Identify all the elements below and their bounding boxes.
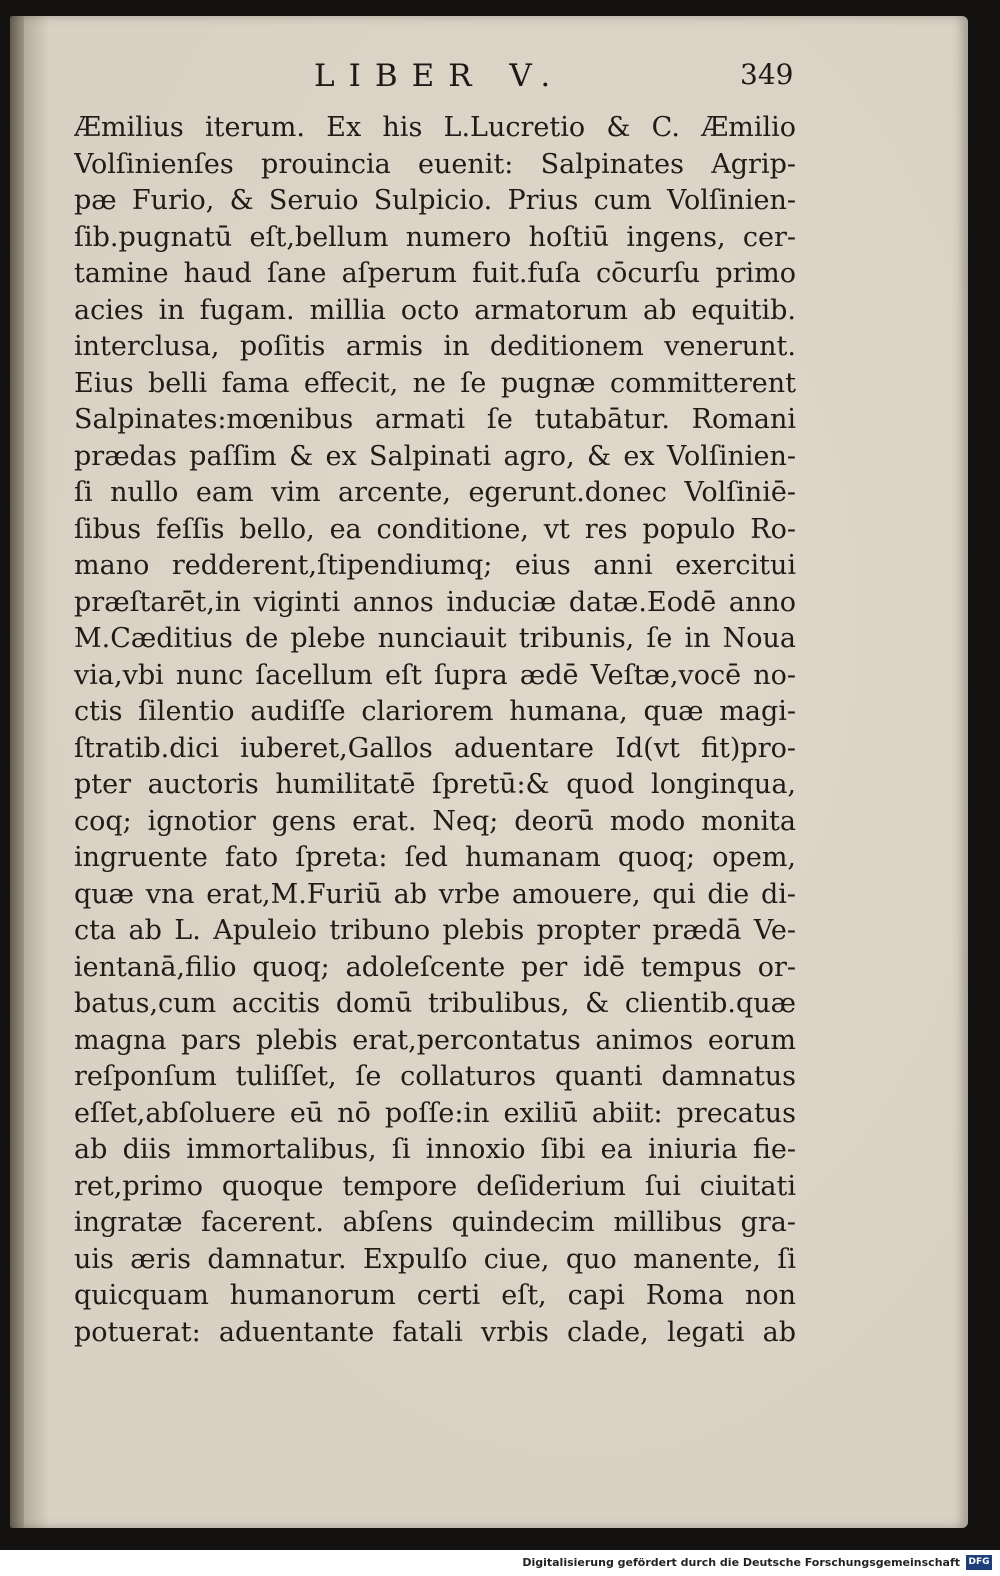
text-line: prædas paſſim & ex Salpinati agro, & ex Volſinien- [74,440,796,472]
footer-strip [0,1550,1000,1576]
text-line: ientanā,filio quoq; adoleſcente per idē tempus or- [74,951,796,983]
dfg-logo: DFG [966,1555,992,1570]
text-line: ctis ſilentio audiſſe clariorem humana, quæ magi- [74,696,796,727]
text-line: cta ab L. Apuleio tribuno plebis propter prædā Ve- [74,915,796,946]
text-line: ret,primo quoque tempore deſiderium ſui ciuitati [74,1170,796,1202]
text-line: Eius belli fama effecit, ne ſe pugnæ committerent [74,367,796,399]
text-line: via,vbi nunc ſacellum eſt ſupra ædē Veſtæ,vocē no- [74,659,796,691]
text-line: ingruente fato ſpreta: ſed humanam quoq; opem, [74,842,796,873]
text-line: M.Cæditius de plebe nunciauit tribunis, ſe in Noua [74,623,796,654]
text-line: pter auctoris humilitatē ſpretū:& quod longinqua, [74,769,796,800]
text-line: ab diis immortalibus, ſi innoxio ſibi ea iniuria fie- [74,1134,796,1165]
text-line: ſtratib.dici iuberet,Gallos aduentare Id(vt fit)pro- [74,732,796,764]
text-line: acies in fugam. millia octo armatorum ab equitib. [74,294,796,326]
text-line: mano redderent,ſtipendiumq; eius anni exercitui [74,550,796,581]
text-line: potuerat: aduentante fatali vrbis clade, legati ab [74,1316,796,1348]
text-line: interclusa, poſitis armis in deditionem venerunt. [74,331,796,362]
text-line: eſſet,abſoluere eū nō poſſe:in exiliū abiit: precatus [74,1097,796,1129]
running-head [24,58,964,98]
footer-credit: Digitalisierung gefördert durch die Deutsche Forschungsgemeinschaft [522,1556,960,1569]
text-line: quicquam humanorum certi eſt, capi Roma non [74,1280,796,1311]
text-line: ingratæ facerent. abſens quindecim millibus gra- [74,1207,796,1238]
text-line: pæ Furio, & Seruio Sulpicio. Prius cum Volſinien- [74,185,796,216]
text-line: reſponſum tuliſſet, ſe collaturos quanti damnatus [74,1061,796,1092]
body-text [74,110,796,1351]
text-line: batus,cum accitis domū tribulibus, & clientib.quæ [74,988,796,1019]
text-line: Volſinienſes prouincia euenit: Salpinates Agrip- [74,148,796,180]
page-number: 349 [740,58,794,91]
text-line: ſi nullo eam vim arcente, egerunt.donec Volſiniē- [74,477,796,508]
text-line: quæ vna erat,M.Furiū ab vrbe amouere, qui die di- [74,878,796,910]
text-line: tamine haud ſane aſperum fuit.fuſa cōcurſu primo [74,258,796,289]
text-line: Æmilius iterum. Ex his L.Lucretio & C. Æmilio [74,112,796,143]
page-gutter-shadow [10,16,24,1528]
text-line: ſib.pugnatū eſt,bellum numero hoſtiū ingens, cer- [74,221,796,253]
text-line: Salpinates:mœnibus armati ſe tutabātur. Romani [74,404,796,435]
text-line: magna pars plebis erat,percontatus animos eorum [74,1024,796,1056]
text-line: præſtarēt,in viginti annos induciæ datæ.Eodē anno [74,586,796,618]
text-line: coq; ignotior gens erat. Neq; deorū modo monita [74,805,796,837]
page-title: LIBER V. [314,58,565,94]
text-line: uis æris damnatur. Expulſo ciue, quo manente, ſi [74,1243,796,1275]
text-line: ſibus feſſis bello, ea conditione, vt res populo Ro- [74,513,796,545]
